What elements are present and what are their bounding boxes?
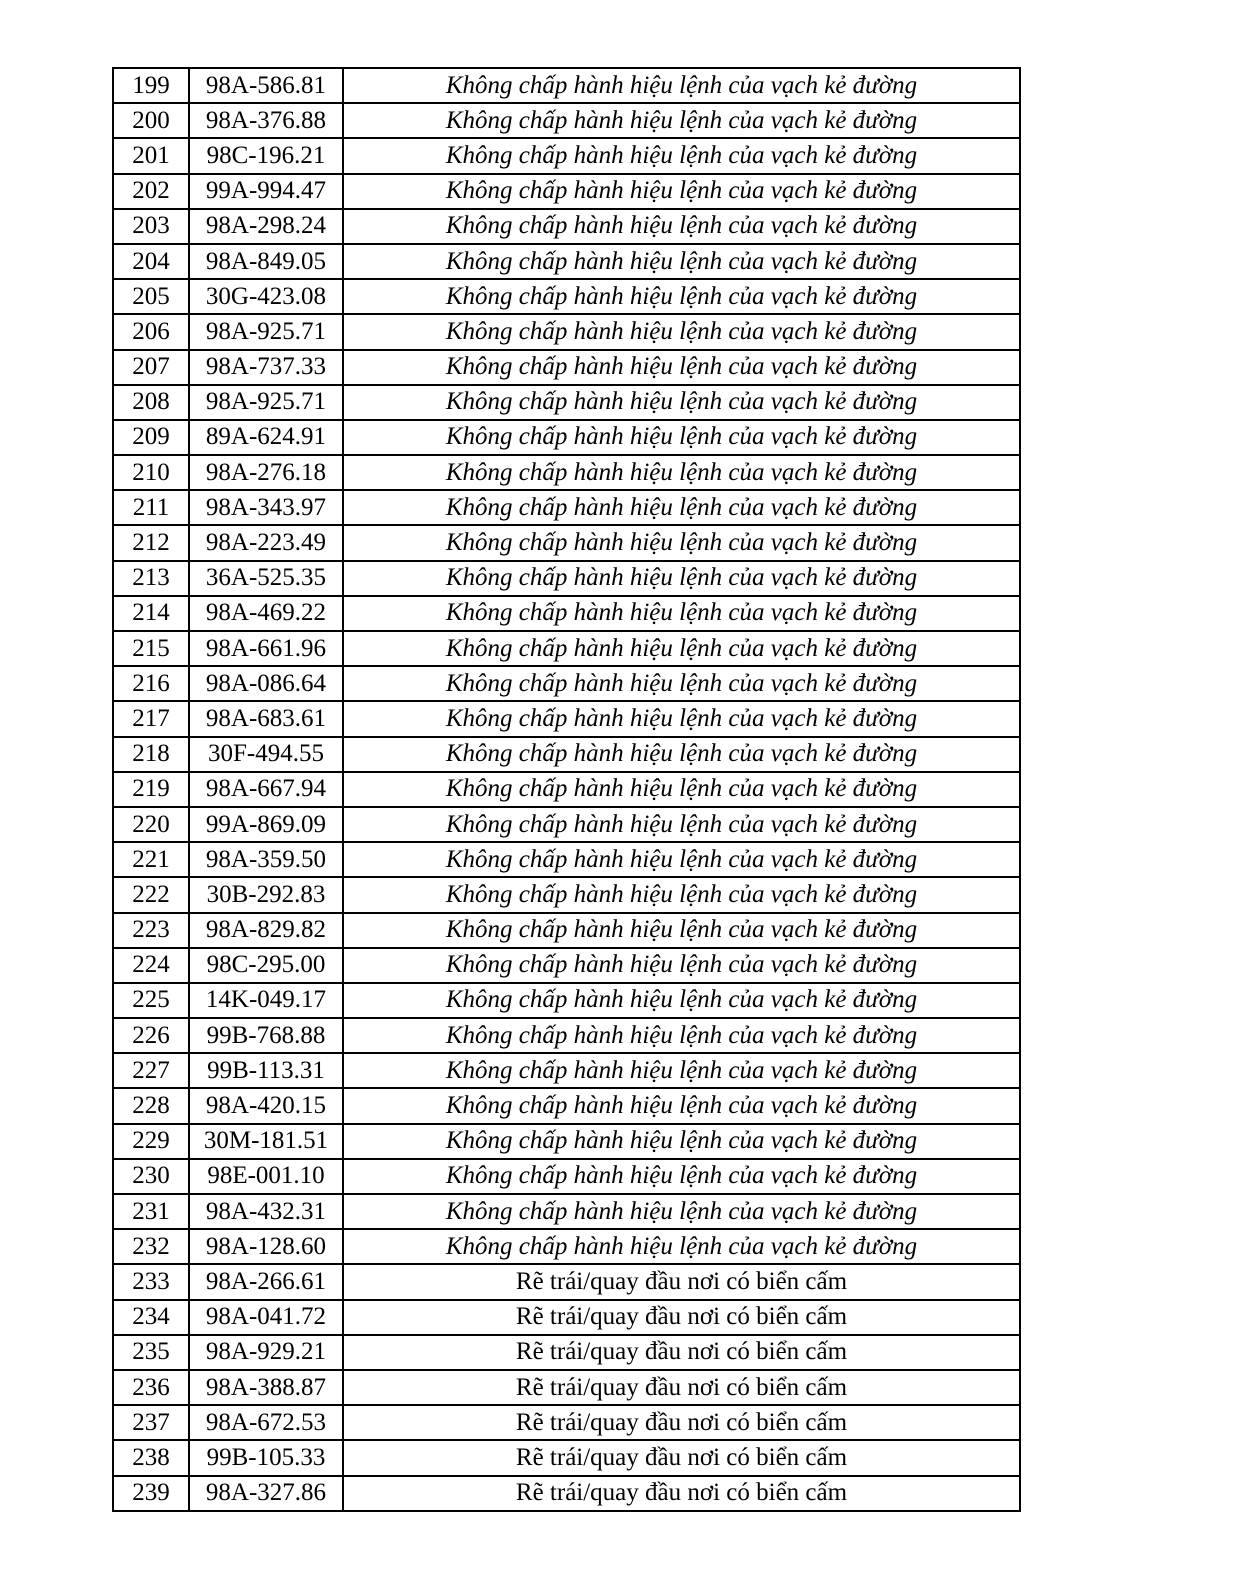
violation-cell: Không chấp hành hiệu lệnh của vạch kẻ đường [343, 103, 1020, 138]
row-number-cell: 237 [113, 1405, 189, 1440]
row-number-cell: 230 [113, 1159, 189, 1194]
license-plate-cell: 98A-586.81 [189, 68, 343, 103]
license-plate-cell: 98E-001.10 [189, 1159, 343, 1194]
table-row [113, 385, 1020, 420]
table-row [113, 1194, 1020, 1229]
violation-cell: Không chấp hành hiệu lệnh của vạch kẻ đường [343, 1018, 1020, 1053]
row-number-cell: 210 [113, 455, 189, 490]
row-number-cell: 204 [113, 244, 189, 279]
row-number-cell: 223 [113, 913, 189, 948]
license-plate-cell: 98A-432.31 [189, 1194, 343, 1229]
violation-cell: Không chấp hành hiệu lệnh của vạch kẻ đường [343, 772, 1020, 807]
violation-cell: Không chấp hành hiệu lệnh của vạch kẻ đường [343, 1159, 1020, 1194]
violation-cell: Không chấp hành hiệu lệnh của vạch kẻ đường [343, 807, 1020, 842]
row-number-cell: 206 [113, 314, 189, 349]
row-number-cell: 222 [113, 877, 189, 912]
violation-cell: Không chấp hành hiệu lệnh của vạch kẻ đường [343, 842, 1020, 877]
violation-cell: Không chấp hành hiệu lệnh của vạch kẻ đường [343, 490, 1020, 525]
license-plate-cell: 98A-672.53 [189, 1405, 343, 1440]
row-number-cell: 227 [113, 1053, 189, 1088]
violation-cell: Không chấp hành hiệu lệnh của vạch kẻ đường [343, 1053, 1020, 1088]
table-row [113, 842, 1020, 877]
row-number-cell: 214 [113, 596, 189, 631]
violation-cell: Không chấp hành hiệu lệnh của vạch kẻ đường [343, 1229, 1020, 1264]
license-plate-cell: 99A-994.47 [189, 174, 343, 209]
row-number-cell: 200 [113, 103, 189, 138]
table-row [113, 701, 1020, 736]
table-row [113, 1264, 1020, 1299]
table-row [113, 244, 1020, 279]
violation-cell: Không chấp hành hiệu lệnh của vạch kẻ đường [343, 737, 1020, 772]
row-number-cell: 239 [113, 1476, 189, 1511]
table-row [113, 1229, 1020, 1264]
row-number-cell: 226 [113, 1018, 189, 1053]
violation-cell: Không chấp hành hiệu lệnh của vạch kẻ đường [343, 561, 1020, 596]
table-row [113, 983, 1020, 1018]
row-number-cell: 203 [113, 209, 189, 244]
table-row [113, 1476, 1020, 1511]
license-plate-cell: 98A-737.33 [189, 350, 343, 385]
license-plate-cell: 98A-683.61 [189, 701, 343, 736]
license-plate-cell: 98A-086.64 [189, 666, 343, 701]
violation-cell: Không chấp hành hiệu lệnh của vạch kẻ đường [343, 68, 1020, 103]
violation-cell: Không chấp hành hiệu lệnh của vạch kẻ đường [343, 666, 1020, 701]
violation-cell: Không chấp hành hiệu lệnh của vạch kẻ đường [343, 701, 1020, 736]
table-row [113, 1405, 1020, 1440]
violation-cell: Không chấp hành hiệu lệnh của vạch kẻ đường [343, 350, 1020, 385]
table-row [113, 1018, 1020, 1053]
violation-cell: Không chấp hành hiệu lệnh của vạch kẻ đường [343, 983, 1020, 1018]
row-number-cell: 217 [113, 701, 189, 736]
table-row [113, 490, 1020, 525]
license-plate-cell: 36A-525.35 [189, 561, 343, 596]
violation-cell: Không chấp hành hiệu lệnh của vạch kẻ đường [343, 877, 1020, 912]
violation-cell: Không chấp hành hiệu lệnh của vạch kẻ đường [343, 279, 1020, 314]
table-row [113, 737, 1020, 772]
table-row [113, 1370, 1020, 1405]
row-number-cell: 199 [113, 68, 189, 103]
table-row [113, 666, 1020, 701]
license-plate-cell: 98A-469.22 [189, 596, 343, 631]
violation-cell: Không chấp hành hiệu lệnh của vạch kẻ đường [343, 1124, 1020, 1159]
table-row [113, 1300, 1020, 1335]
table-row [113, 1124, 1020, 1159]
license-plate-cell: 98A-376.88 [189, 103, 343, 138]
table-row [113, 525, 1020, 560]
violations-table [112, 67, 1021, 1512]
table-row [113, 1159, 1020, 1194]
violation-cell: Không chấp hành hiệu lệnh của vạch kẻ đường [343, 420, 1020, 455]
table-row [113, 948, 1020, 983]
license-plate-cell: 98A-128.60 [189, 1229, 343, 1264]
license-plate-cell: 30G-423.08 [189, 279, 343, 314]
row-number-cell: 238 [113, 1440, 189, 1475]
violation-cell: Rẽ trái/quay đầu nơi có biển cấm [343, 1476, 1020, 1511]
violation-cell: Không chấp hành hiệu lệnh của vạch kẻ đường [343, 948, 1020, 983]
license-plate-cell: 99B-768.88 [189, 1018, 343, 1053]
row-number-cell: 228 [113, 1088, 189, 1123]
table-row [113, 807, 1020, 842]
row-number-cell: 211 [113, 490, 189, 525]
row-number-cell: 224 [113, 948, 189, 983]
violation-cell: Không chấp hành hiệu lệnh của vạch kẻ đường [343, 138, 1020, 173]
license-plate-cell: 98C-295.00 [189, 948, 343, 983]
license-plate-cell: 98A-343.97 [189, 490, 343, 525]
table-row [113, 561, 1020, 596]
license-plate-cell: 98A-849.05 [189, 244, 343, 279]
violation-cell: Rẽ trái/quay đầu nơi có biển cấm [343, 1405, 1020, 1440]
violation-cell: Không chấp hành hiệu lệnh của vạch kẻ đường [343, 1194, 1020, 1229]
row-number-cell: 233 [113, 1264, 189, 1299]
row-number-cell: 213 [113, 561, 189, 596]
license-plate-cell: 98A-925.71 [189, 385, 343, 420]
license-plate-cell: 30M-181.51 [189, 1124, 343, 1159]
row-number-cell: 218 [113, 737, 189, 772]
license-plate-cell: 98A-667.94 [189, 772, 343, 807]
license-plate-cell: 89A-624.91 [189, 420, 343, 455]
row-number-cell: 216 [113, 666, 189, 701]
violation-cell: Không chấp hành hiệu lệnh của vạch kẻ đường [343, 631, 1020, 666]
violation-cell: Không chấp hành hiệu lệnh của vạch kẻ đường [343, 1088, 1020, 1123]
violation-cell: Không chấp hành hiệu lệnh của vạch kẻ đường [343, 913, 1020, 948]
violation-cell: Không chấp hành hiệu lệnh của vạch kẻ đường [343, 314, 1020, 349]
table-row [113, 596, 1020, 631]
table-row [113, 279, 1020, 314]
license-plate-cell: 98A-041.72 [189, 1300, 343, 1335]
row-number-cell: 201 [113, 138, 189, 173]
table-row [113, 174, 1020, 209]
license-plate-cell: 14K-049.17 [189, 983, 343, 1018]
license-plate-cell: 98A-276.18 [189, 455, 343, 490]
row-number-cell: 232 [113, 1229, 189, 1264]
license-plate-cell: 99B-105.33 [189, 1440, 343, 1475]
row-number-cell: 212 [113, 525, 189, 560]
violation-cell: Không chấp hành hiệu lệnh của vạch kẻ đường [343, 209, 1020, 244]
license-plate-cell: 98A-661.96 [189, 631, 343, 666]
license-plate-cell: 98A-929.21 [189, 1335, 343, 1370]
license-plate-cell: 98A-266.61 [189, 1264, 343, 1299]
table-row [113, 420, 1020, 455]
row-number-cell: 205 [113, 279, 189, 314]
violation-cell: Không chấp hành hiệu lệnh của vạch kẻ đường [343, 525, 1020, 560]
row-number-cell: 215 [113, 631, 189, 666]
violation-cell: Không chấp hành hiệu lệnh của vạch kẻ đường [343, 174, 1020, 209]
table-row [113, 138, 1020, 173]
row-number-cell: 207 [113, 350, 189, 385]
table-row [113, 209, 1020, 244]
violation-cell: Không chấp hành hiệu lệnh của vạch kẻ đường [343, 244, 1020, 279]
license-plate-cell: 98A-298.24 [189, 209, 343, 244]
license-plate-cell: 99B-113.31 [189, 1053, 343, 1088]
row-number-cell: 236 [113, 1370, 189, 1405]
license-plate-cell: 98A-420.15 [189, 1088, 343, 1123]
license-plate-cell: 30B-292.83 [189, 877, 343, 912]
row-number-cell: 221 [113, 842, 189, 877]
table-row [113, 1053, 1020, 1088]
violation-cell: Rẽ trái/quay đầu nơi có biển cấm [343, 1335, 1020, 1370]
row-number-cell: 225 [113, 983, 189, 1018]
table-row [113, 877, 1020, 912]
row-number-cell: 209 [113, 420, 189, 455]
row-number-cell: 219 [113, 772, 189, 807]
table-row [113, 772, 1020, 807]
table-row [113, 1335, 1020, 1370]
row-number-cell: 202 [113, 174, 189, 209]
row-number-cell: 220 [113, 807, 189, 842]
license-plate-cell: 30F-494.55 [189, 737, 343, 772]
row-number-cell: 208 [113, 385, 189, 420]
violation-cell: Rẽ trái/quay đầu nơi có biển cấm [343, 1300, 1020, 1335]
row-number-cell: 234 [113, 1300, 189, 1335]
violation-cell: Không chấp hành hiệu lệnh của vạch kẻ đường [343, 455, 1020, 490]
table-row [113, 913, 1020, 948]
license-plate-cell: 98A-223.49 [189, 525, 343, 560]
row-number-cell: 229 [113, 1124, 189, 1159]
license-plate-cell: 99A-869.09 [189, 807, 343, 842]
table-row [113, 455, 1020, 490]
violation-cell: Rẽ trái/quay đầu nơi có biển cấm [343, 1440, 1020, 1475]
violation-cell: Rẽ trái/quay đầu nơi có biển cấm [343, 1370, 1020, 1405]
license-plate-cell: 98A-829.82 [189, 913, 343, 948]
row-number-cell: 231 [113, 1194, 189, 1229]
violation-cell: Rẽ trái/quay đầu nơi có biển cấm [343, 1264, 1020, 1299]
violation-cell: Không chấp hành hiệu lệnh của vạch kẻ đường [343, 385, 1020, 420]
row-number-cell: 235 [113, 1335, 189, 1370]
table-row [113, 103, 1020, 138]
table-row [113, 314, 1020, 349]
table-row [113, 68, 1020, 103]
table-row [113, 350, 1020, 385]
license-plate-cell: 98A-388.87 [189, 1370, 343, 1405]
table-row [113, 631, 1020, 666]
violation-cell: Không chấp hành hiệu lệnh của vạch kẻ đường [343, 596, 1020, 631]
violations-table-body [113, 68, 1020, 1511]
license-plate-cell: 98A-327.86 [189, 1476, 343, 1511]
table-row [113, 1440, 1020, 1475]
license-plate-cell: 98A-925.71 [189, 314, 343, 349]
table-row [113, 1088, 1020, 1123]
license-plate-cell: 98C-196.21 [189, 138, 343, 173]
license-plate-cell: 98A-359.50 [189, 842, 343, 877]
